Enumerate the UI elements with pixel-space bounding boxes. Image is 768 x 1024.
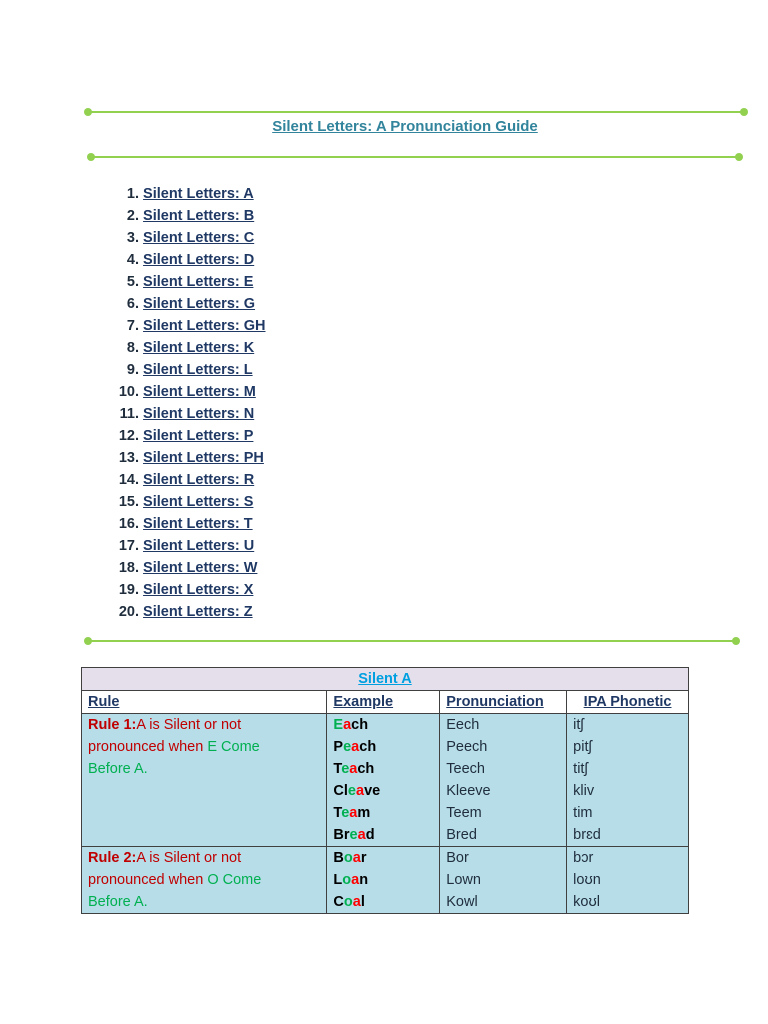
toc-item (104, 601, 266, 623)
toc-item (104, 447, 266, 469)
ipa-value: itʃ (573, 717, 584, 733)
example-part-g: e (341, 761, 350, 777)
example-part-r: a (351, 872, 360, 888)
example-word (333, 891, 433, 913)
toc-item (104, 227, 266, 249)
example-part-r: a (349, 805, 358, 821)
pronunciation-value: Bor (446, 850, 469, 866)
example-part-post: ch (357, 761, 375, 777)
example-word (333, 847, 433, 869)
ipa-value: titʃ (573, 761, 588, 777)
example-part-g: o (342, 872, 352, 888)
example-part-g: E (333, 717, 344, 733)
example-word (333, 714, 433, 736)
ipa-value: koʊl (573, 894, 600, 910)
example-part-r: a (349, 761, 358, 777)
toc-item (104, 403, 266, 425)
pronunciation-value: Peech (446, 739, 488, 755)
toc-link[interactable]: Silent Letters: C (143, 230, 255, 246)
rule-2-cell (82, 847, 327, 914)
example-part-g: e (343, 739, 352, 755)
toc-item (104, 337, 266, 359)
example-part-post: n (359, 872, 369, 888)
toc-item (104, 315, 266, 337)
divider-below-title (91, 156, 739, 158)
divider-above-table (88, 640, 736, 642)
example-part-r: a (351, 739, 360, 755)
table-title: Silent A (82, 668, 689, 691)
toc-item (104, 381, 266, 403)
toc-link[interactable]: Silent Letters: N (143, 406, 255, 422)
example-part-g: o (343, 894, 353, 910)
toc-number: 17. (118, 538, 139, 554)
example-part-pre: Cl (333, 783, 348, 799)
toc-number: 7. (126, 318, 139, 334)
toc-number: 13. (118, 450, 139, 466)
silent-a-table (81, 667, 689, 914)
toc-number: 6. (126, 296, 139, 312)
toc-item (104, 183, 266, 205)
toc-number: 11. (119, 406, 139, 422)
toc-link[interactable]: Silent Letters: M (143, 384, 256, 400)
example-part-post: ch (359, 739, 377, 755)
toc-number: 10. (118, 384, 139, 400)
toc-item (104, 271, 266, 293)
toc-item (104, 579, 266, 601)
example-part-r: a (357, 827, 366, 843)
toc-link[interactable]: Silent Letters: E (143, 274, 254, 290)
ipa-value: loʊn (573, 872, 601, 888)
toc-item (104, 425, 266, 447)
toc-number: 9. (126, 362, 139, 378)
toc-item (104, 249, 266, 271)
toc-link[interactable]: Silent Letters: D (143, 252, 255, 268)
rule-1-condition: E Come Before A. (88, 739, 260, 777)
pronunciation-value: Teem (446, 805, 482, 821)
toc-number: 1. (126, 186, 139, 202)
toc-link[interactable]: Silent Letters: Z (143, 604, 253, 620)
example-part-pre: P (333, 739, 344, 755)
toc-link[interactable]: Silent Letters: T (143, 516, 253, 532)
example-word (333, 758, 433, 780)
toc-link[interactable]: Silent Letters: U (143, 538, 255, 554)
example-part-post: ve (364, 783, 381, 799)
toc-item (104, 491, 266, 513)
toc-number: 3. (126, 230, 139, 246)
header-example: Example (327, 691, 440, 714)
toc-link[interactable]: Silent Letters: B (143, 208, 255, 224)
toc-number: 14. (118, 472, 139, 488)
rule-2-pronunciations (440, 847, 567, 914)
ipa-value: kliv (573, 783, 595, 799)
example-part-pre: L (333, 872, 343, 888)
toc-link[interactable]: Silent Letters: P (143, 428, 254, 444)
toc-number: 4. (126, 252, 139, 268)
toc-link[interactable]: Silent Letters: GH (143, 318, 266, 334)
rule-2-label: Rule 2: (88, 850, 137, 866)
example-word (333, 824, 433, 846)
toc-link[interactable]: Silent Letters: S (143, 494, 254, 510)
example-part-post: ch (351, 717, 369, 733)
divider-top (88, 111, 744, 113)
example-word (333, 869, 433, 891)
header-ipa: IPA Phonetic (567, 691, 689, 714)
example-part-r: a (356, 783, 365, 799)
toc-number: 20. (118, 604, 139, 620)
rule-1-cell (82, 714, 327, 847)
toc-item (104, 513, 266, 535)
example-part-r: a (352, 850, 361, 866)
toc-number: 18. (118, 560, 139, 576)
rule-2-ipa (567, 847, 689, 914)
toc-link[interactable]: Silent Letters: R (143, 472, 255, 488)
toc-number: 2. (126, 208, 139, 224)
example-part-g: e (347, 783, 356, 799)
example-part-post: r (360, 850, 367, 866)
ipa-value: pitʃ (573, 739, 592, 755)
toc-item (104, 293, 266, 315)
example-word (333, 802, 433, 824)
example-part-post: d (365, 827, 375, 843)
pronunciation-value: Lown (446, 872, 481, 888)
toc-item (104, 469, 266, 491)
ipa-value: brɛd (573, 827, 601, 843)
ipa-value: tim (573, 805, 593, 821)
example-part-pre: Br (333, 827, 350, 843)
pronunciation-value: Kowl (446, 894, 478, 910)
toc-link[interactable]: Silent Letters: X (143, 582, 254, 598)
example-part-pre: B (333, 850, 344, 866)
toc-item (104, 205, 266, 227)
example-part-g: e (341, 805, 350, 821)
toc-number: 15. (118, 494, 139, 510)
toc-number: 5. (126, 274, 139, 290)
toc-link[interactable]: Silent Letters: G (143, 296, 256, 312)
rule-2-text: A is Silent or not pronounced when (88, 850, 242, 888)
toc-link[interactable]: Silent Letters: A (143, 186, 254, 202)
rule-1-label: Rule 1: (88, 717, 137, 733)
pronunciation-value: Eech (446, 717, 480, 733)
toc-link[interactable]: Silent Letters: K (143, 340, 255, 356)
rule-2-examples (327, 847, 440, 914)
table-of-contents (104, 183, 266, 623)
toc-item (104, 535, 266, 557)
toc-number: 16. (118, 516, 139, 532)
toc-number: 12. (118, 428, 139, 444)
example-word (333, 736, 433, 758)
header-pronunciation: Pronunciation (440, 691, 567, 714)
example-part-pre: T (333, 761, 342, 777)
example-part-g: o (343, 850, 353, 866)
example-part-r: a (352, 894, 361, 910)
rule-1-pronunciations (440, 714, 567, 847)
example-part-pre: T (333, 805, 342, 821)
pronunciation-value: Teech (446, 761, 485, 777)
rule-1-text: A is Silent or not pronounced when (88, 717, 242, 755)
rule-2-condition: O Come Before A. (88, 872, 262, 910)
toc-item (104, 359, 266, 381)
page-title[interactable]: Silent Letters: A Pronunciation Guide (272, 118, 538, 135)
toc-link[interactable]: Silent Letters: W (143, 560, 258, 576)
ipa-value: bɔr (573, 850, 594, 866)
rule-1-ipa (567, 714, 689, 847)
example-part-pre: C (333, 894, 344, 910)
example-word (333, 780, 433, 802)
example-part-post: l (360, 894, 365, 910)
example-part-r: a (343, 717, 352, 733)
toc-number: 8. (126, 340, 139, 356)
toc-link[interactable]: Silent Letters: L (143, 362, 253, 378)
pronunciation-value: Kleeve (446, 783, 491, 799)
example-part-post: m (357, 805, 371, 821)
toc-item (104, 557, 266, 579)
pronunciation-value: Bred (446, 827, 477, 843)
rule-1-examples (327, 714, 440, 847)
toc-number: 19. (118, 582, 139, 598)
example-part-g: e (349, 827, 358, 843)
header-rule: Rule (82, 691, 327, 714)
toc-link[interactable]: Silent Letters: PH (143, 450, 264, 466)
